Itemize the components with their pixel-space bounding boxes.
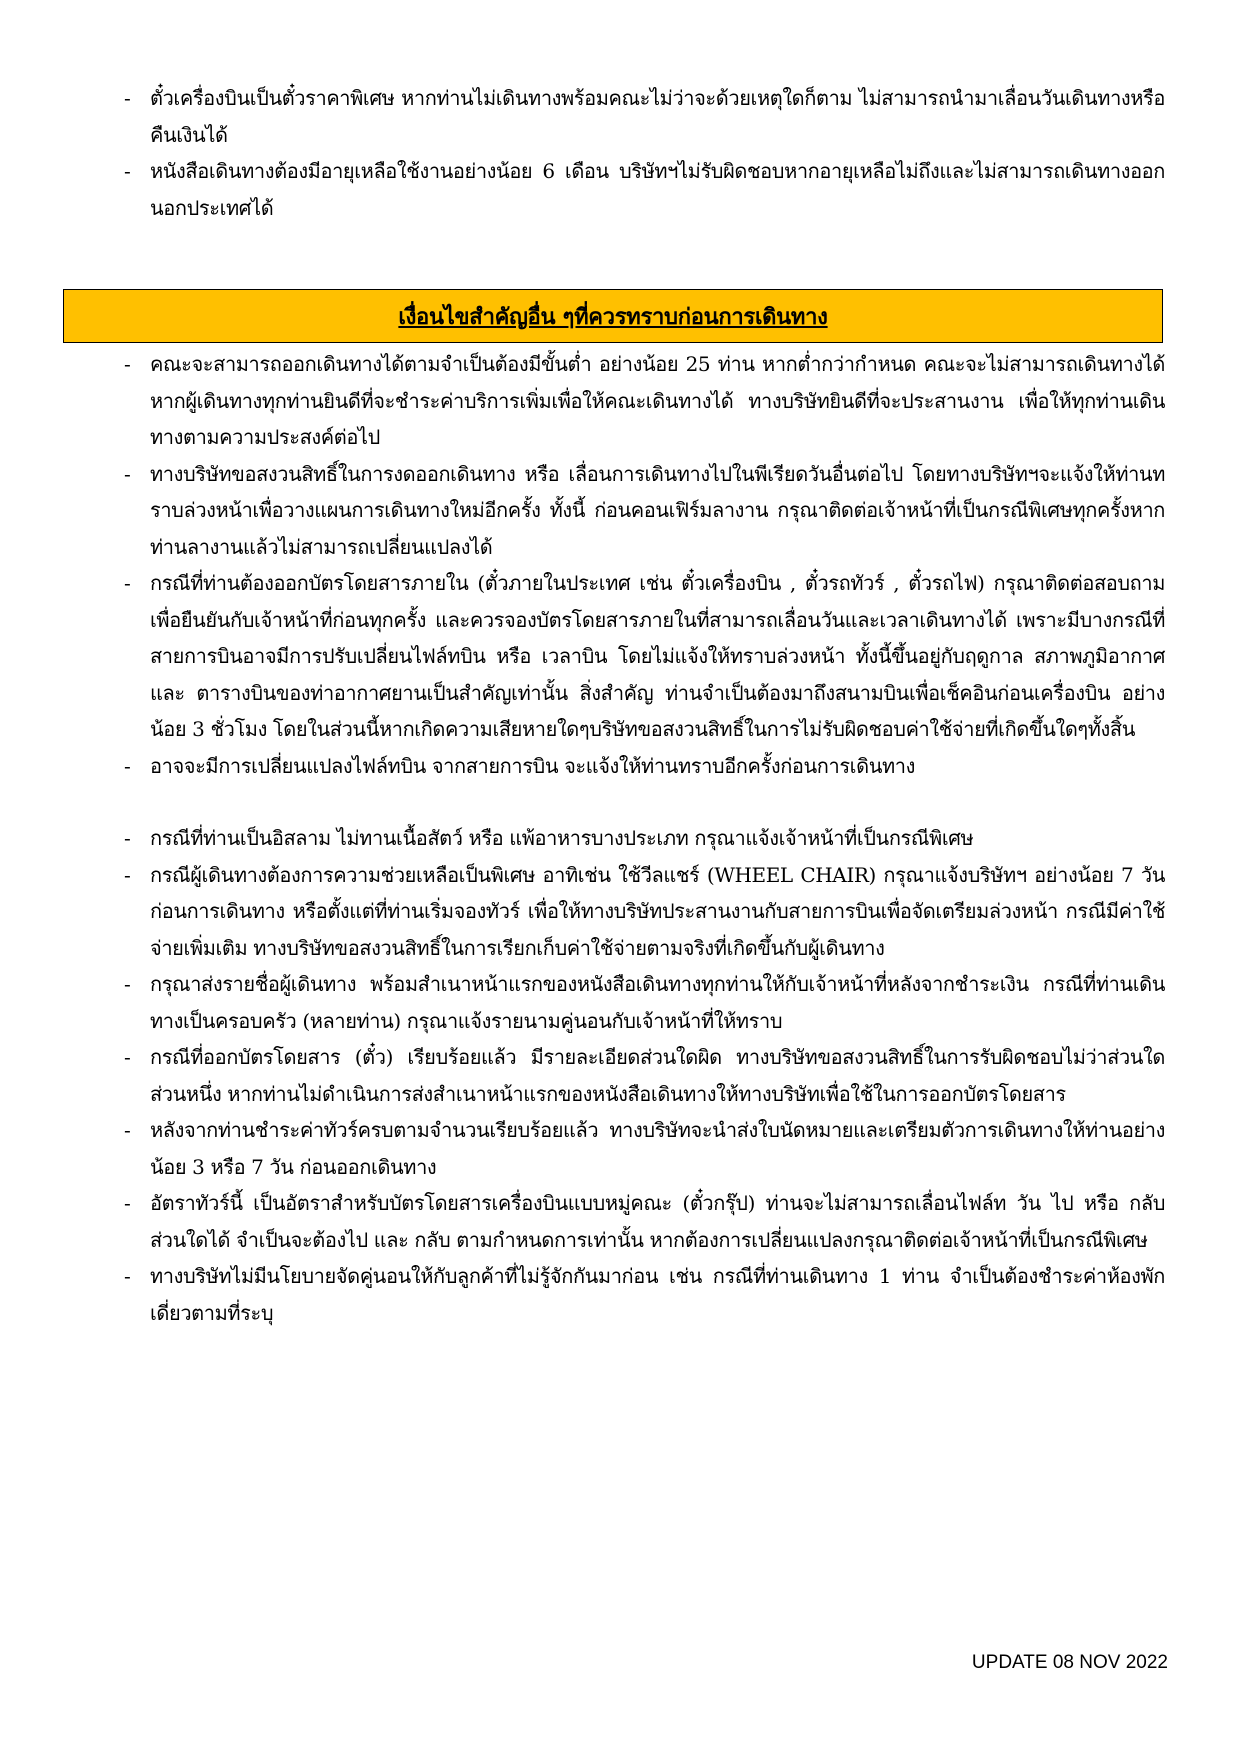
list-item — [120, 1258, 1165, 1331]
item-text: อาจจะมีการเปลี่ยนแปลงไฟล์ทบิน จากสายการบิน จะแจ้งให้ท่านทราบอีกครั้งก่อนการเดินทาง — [150, 753, 915, 778]
section-title-banner — [63, 289, 1163, 343]
list-item — [120, 346, 1165, 456]
update-date-footer: UPDATE 08 NOV 2022 — [971, 1652, 1168, 1673]
item-text: ทางบริษัทไม่มีนโยบายจัดคู่นอนให้กับลูกค้าที่ไม่รู้จักกันมาก่อน เช่น กรณีที่ท่านเดินทาง 1 ท่าน จำเป็นต้องชำระค่าห้องพักเดี่ยวตามที่ระบุ — [150, 1264, 1165, 1325]
item-text: หลังจากท่านชำระค่าทัวร์ครบตามจำนวนเรียบร้อยแล้ว ทางบริษัทจะนำส่งใบนัดหมายและเตรียมตัวการเดินทางให้ท่านอย่างน้อย 3 หรือ 7 วัน ก่อนออกเดินทาง — [150, 1118, 1165, 1179]
item-text: ตั๋วเครื่องบินเป็นตั๋วราคาพิเศษ หากท่านไม่เดินทางพร้อมคณะไม่ว่าจะด้วยเหตุใดก็ตาม ไม่สามารถนำมาเลื่อนวันเดินทางหรือคืนเงินได้ — [150, 86, 1165, 147]
item-text: กรณีที่ออกบัตรโดยสาร (ตั๋ว) เรียบร้อยแล้ว มีรายละเอียดส่วนใดผิด ทางบริษัทขอสงวนสิทธิ์ในการรับผิดชอบไม่ว่าส่วนใดส่วนหนึ่ง หากท่านไม่ดำเนินการส่งสำเนาหน้าแรกของหนังสือเดินทางให้ทางบริษัทเพื่อใช้ในการออกบัตรโดยสาร — [150, 1045, 1165, 1106]
bullet-dash: - — [124, 826, 131, 850]
item-text: กรณีที่ท่านต้องออกบัตรโดยสารภายใน (ตั๋วภายในประเทศ เช่น ตั๋วเครื่องบิน , ตั๋วรถทัวร์ , ตั๋วรถไฟ) กรุณาติดต่อสอบถามเพื่อยืนยันกับเจ้าหน้าที่ก่อนทุกครั้ง และควรจองบัตรโดยสารภายในที่สามารถเลื่อนวันและเวลาเดินทางได้ เพราะมีบางกรณีที่สายการบินอาจมีการปรับเปลี่ยนไฟล์ทบิน หรือ เวลาบิน โดยไม่แจ้งให้ทราบล่วงหน้า ทั้งนี้ขึ้นอยู่กับฤดูกาล สภาพภูมิอากาศ และ ตารางบินของท่าอากาศยานเป็นสำคัญเท่านั้น สิ่งสำคัญ ท่านจำเป็นต้องมาถึงสนามบินเพื่อเช็คอินก่อนเครื่องบิน อย่างน้อย 3 ชั่วโมง โดยในส่วนนี้หากเกิดความเสียหายใดๆบริษัทขอสงวนสิทธิ์ในการไม่รับผิดชอบค่าใช้จ่ายที่เกิดขึ้นใดๆทั้งสิ้น — [150, 571, 1165, 741]
list-item — [120, 1185, 1165, 1258]
list-item — [120, 456, 1165, 566]
section-title: เงื่อนไขสำคัญอื่น ๆที่ควรทราบก่อนการเดินทาง — [398, 303, 828, 330]
bullet-dash: - — [124, 1118, 131, 1142]
item-text: กรุณาส่งรายชื่อผู้เดินทาง พร้อมสำเนาหน้าแรกของหนังสือเดินทางทุกท่านให้กับเจ้าหน้าที่หลังจากชำระเงิน กรณีที่ท่านเดินทางเป็นครอบครัว (หลายท่าน) กรุณาแจ้งรายนามคู่นอนกับเจ้าหน้าที่ให้ทราบ — [150, 972, 1165, 1033]
list-item — [120, 1112, 1165, 1185]
list-item — [120, 1039, 1165, 1112]
top-conditions-list — [120, 80, 1165, 226]
list-item — [120, 857, 1165, 967]
item-text: คณะจะสามารถออกเดินทางได้ตามจำเป็นต้องมีขั้นต่ำ อย่างน้อย 25 ท่าน หากต่ำกว่ากำหนด คณะจะไม่สามารถเดินทางได้ หากผู้เดินทางทุกท่านยินดีที่จะชำระค่าบริการเพิ่มเพื่อให้คณะเดินทางได้ ทางบริษัทยินดีที่จะประสานงาน เพื่อให้ทุกท่านเดินทางตามความประสงค์ต่อไป — [150, 352, 1165, 449]
list-item — [120, 80, 1165, 153]
bullet-dash: - — [124, 159, 131, 183]
bullet-dash: - — [124, 862, 131, 887]
list-item — [120, 748, 1165, 785]
important-conditions-list — [120, 346, 1165, 1331]
list-item — [120, 565, 1165, 748]
list-item — [120, 153, 1165, 226]
bullet-dash: - — [124, 86, 131, 110]
bullet-dash: - — [124, 1264, 131, 1288]
item-text: หนังสือเดินทางต้องมีอายุเหลือใช้งานอย่างน้อย 6 เดือน บริษัทฯไม่รับผิดชอบหากอายุเหลือไม่ถึงและไม่สามารถเดินทางออกนอกประเทศได้ — [150, 159, 1165, 220]
list-item — [120, 966, 1165, 1039]
item-text: กรณีผู้เดินทางต้องการความช่วยเหลือเป็นพิเศษ อาทิเช่น ใช้วีลแชร์ (WHEEL CHAIR) กรุณาแจ้งบริษัทฯ อย่างน้อย 7 วันก่อนการเดินทาง หรือตั้งแต่ที่ท่านเริ่มจองทัวร์ เพื่อให้ทางบริษัทประสานงานกับสายการบินเพื่อจัดเตรียมล่วงหน้า กรณีมีค่าใช้จ่ายเพิ่มเติม ทางบริษัทขอสงวนสิทธิ์ในการเรียกเก็บค่าใช้จ่ายตามจริงที่เกิดขึ้นกับผู้เดินทาง — [150, 862, 1165, 960]
spacer — [120, 784, 1165, 820]
bullet-dash: - — [124, 461, 131, 486]
item-text: อัตราทัวร์นี้ เป็นอัตราสำหรับบัตรโดยสารเครื่องบินแบบหมู่คณะ (ตั๋วกรุ๊ป) ท่านจะไม่สามารถเลื่อนไฟล์ท วัน ไป หรือ กลับส่วนใดได้ จำเป็นจะต้องไป และ กลับ ตามกำหนดการเท่านั้น หากต้องการเปลี่ยนแปลงกรุณาติดต่อเจ้าหน้าที่เป็นกรณีพิเศษ — [150, 1191, 1165, 1252]
list-item — [120, 820, 1165, 857]
bullet-dash: - — [124, 571, 131, 595]
bullet-dash: - — [124, 352, 131, 376]
bullet-dash: - — [124, 1191, 131, 1215]
bullet-dash: - — [124, 753, 131, 778]
bullet-dash: - — [124, 1045, 131, 1069]
item-text: กรณีที่ท่านเป็นอิสลาม ไม่ทานเนื้อสัตว์ หรือ แพ้อาหารบางประเภท กรุณาแจ้งเจ้าหน้าที่เป็นกรณีพิเศษ — [150, 826, 974, 850]
item-text: ทางบริษัทขอสงวนสิทธิ์ในการงดออกเดินทาง หรือ เลื่อนการเดินทางไปในพีเรียดวันอื่นต่อไป โดยทางบริษัทฯจะแจ้งให้ท่านทราบล่วงหน้าเพื่อวางแผนการเดินทางใหม่อีกครั้ง ทั้งนี้ ก่อนคอนเฟิร์มลางาน กรุณาติดต่อเจ้าหน้าที่เป็นกรณีพิเศษทุกครั้งหากท่านลางานแล้วไม่สามารถเปลี่ยนแปลงได้ — [150, 461, 1165, 559]
bullet-dash: - — [124, 972, 131, 996]
